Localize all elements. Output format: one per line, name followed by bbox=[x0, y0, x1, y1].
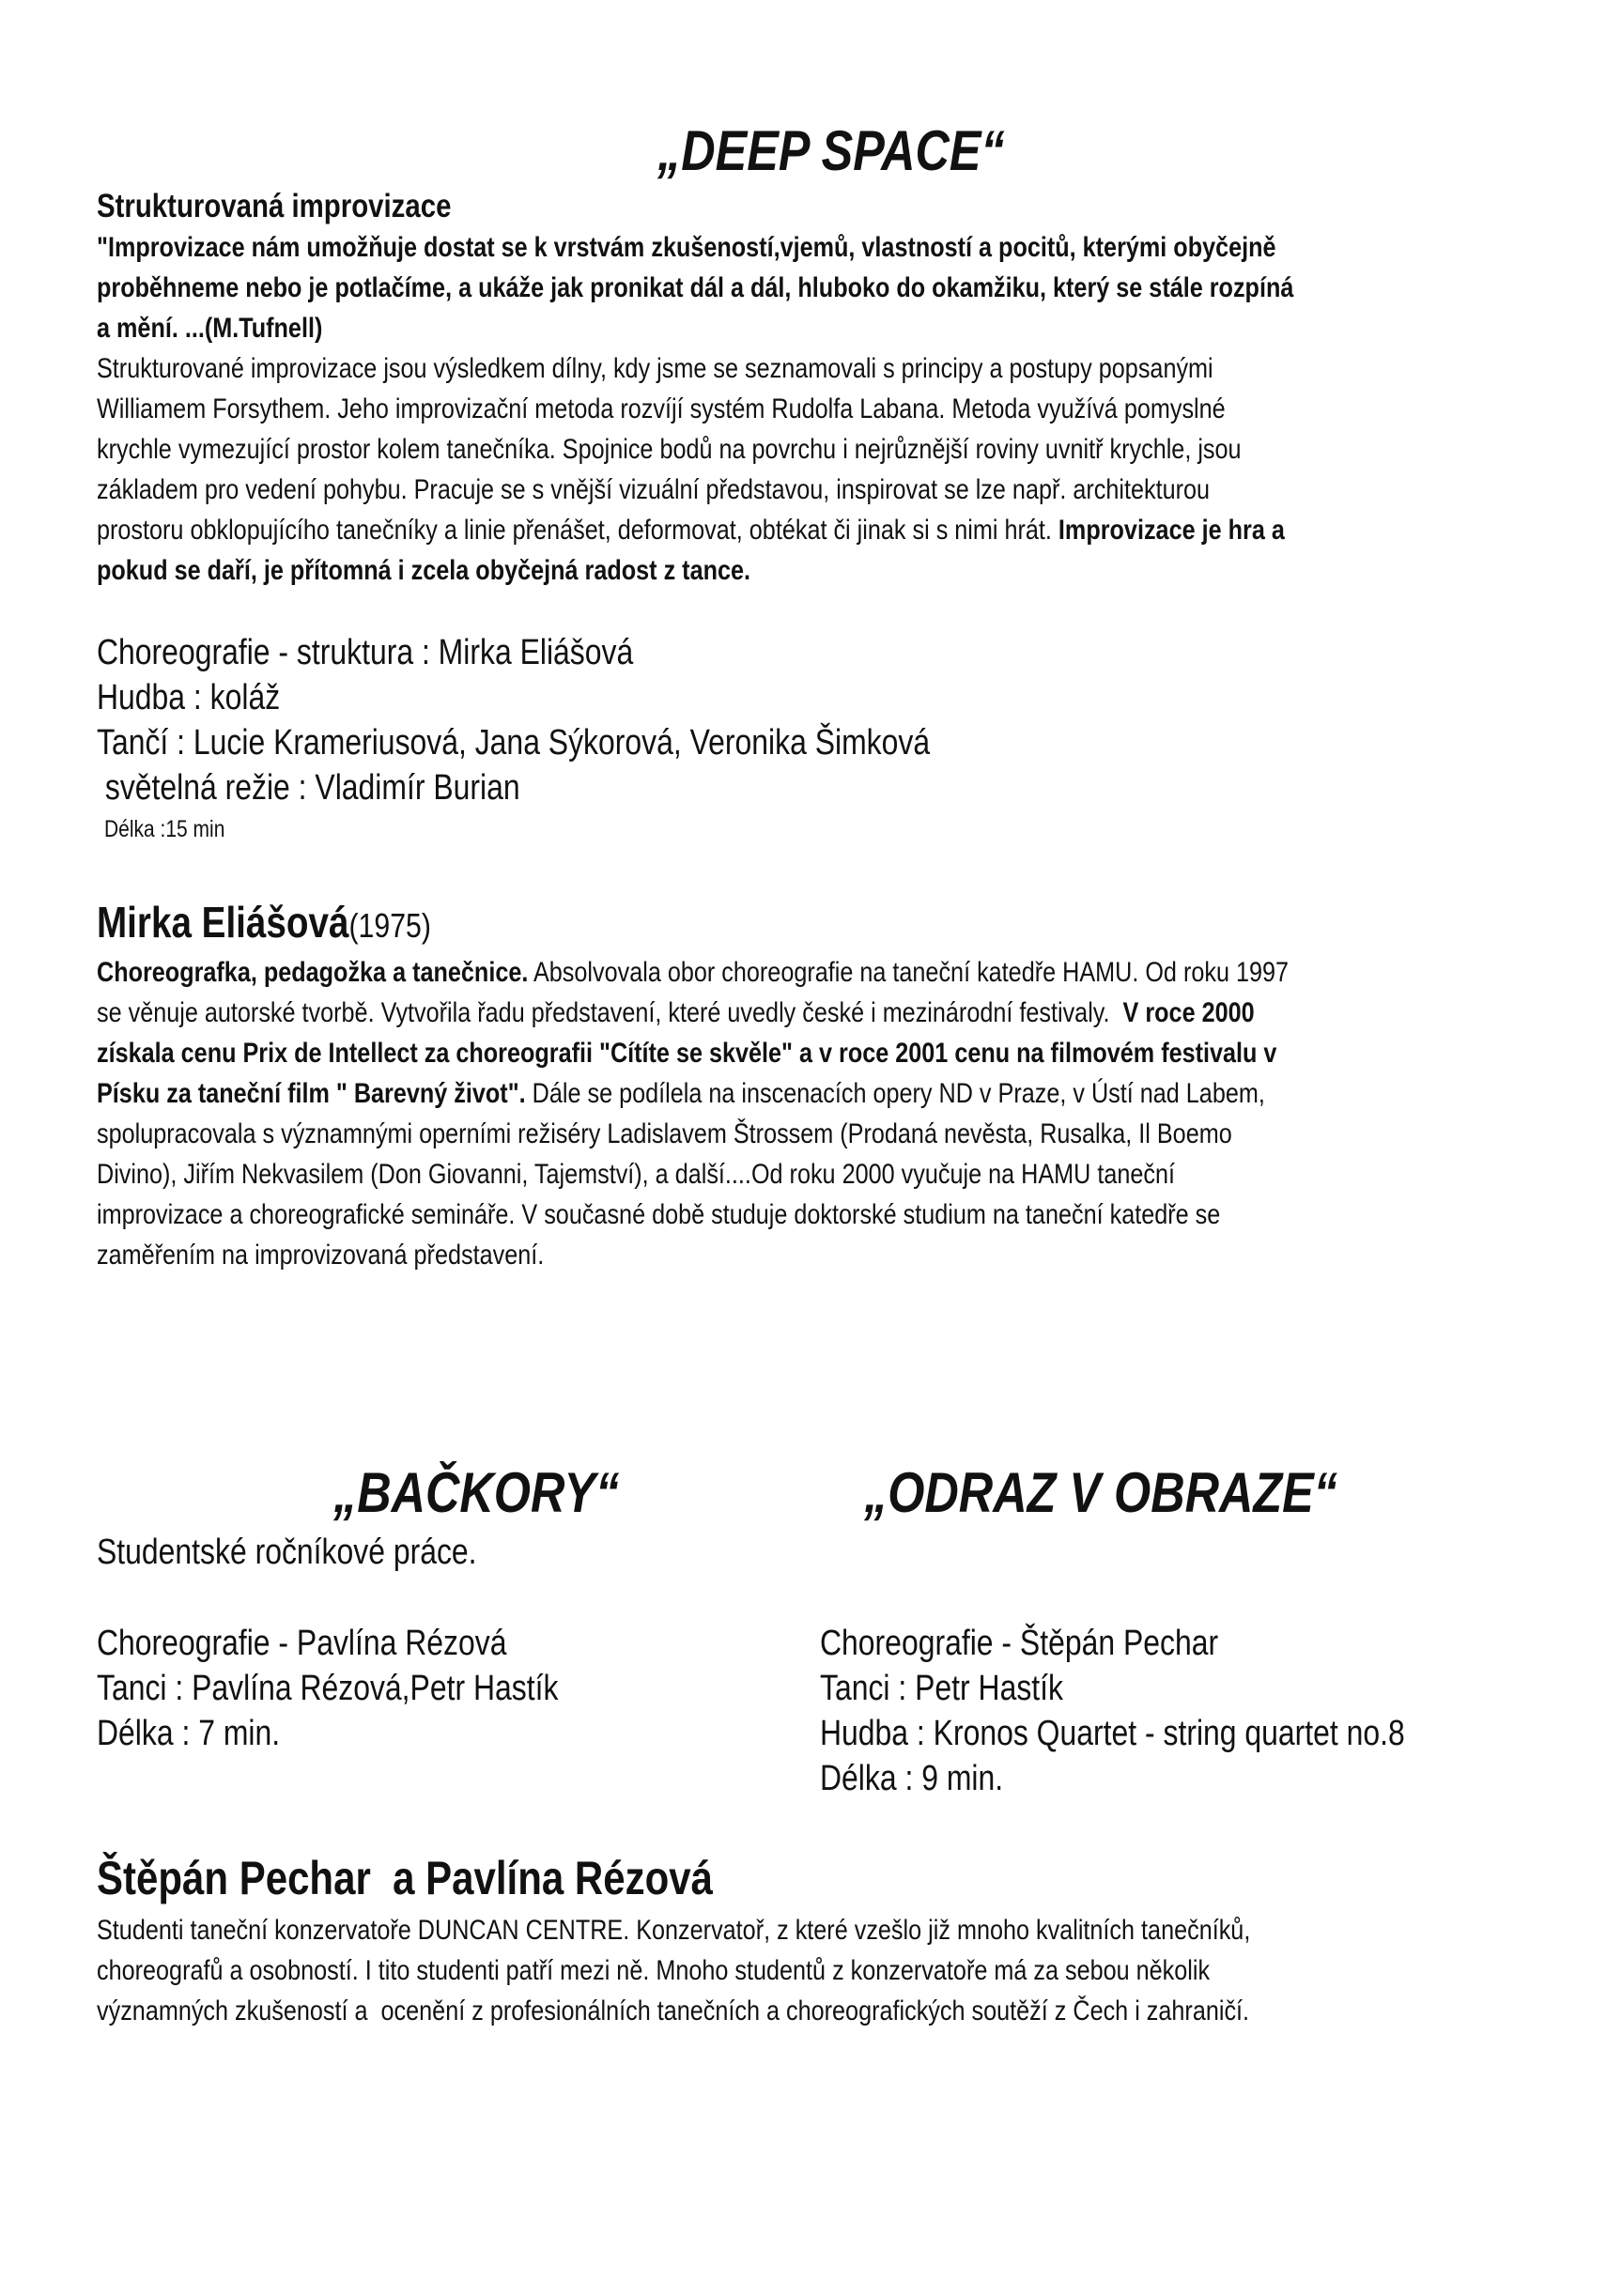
credit-line: Choreografie - struktura : Mirka Eliášová bbox=[97, 633, 634, 672]
body-line: Williamem Forsythem. Jeho improvizační metoda rozvíjí systém Rudolfa Labana. Metoda využívá pomyslné bbox=[97, 393, 1226, 424]
bio-bold-text: Písku za taneční film " Barevný život". bbox=[97, 1078, 526, 1109]
body-line: Strukturované improvizace jsou výsledkem dílny, kdy jsme se seznamovali s principy a postupy popsanými bbox=[97, 353, 1213, 384]
deep-space-title: „DEEP SPACE“ bbox=[657, 119, 1005, 182]
student-line: významných zkušeností a ocenění z profesionálních tanečních a choreografických soutěží z Čech i zahraničí. bbox=[97, 1996, 1250, 2026]
bio-line: zaměřením na improvizovaná představení. bbox=[97, 1240, 545, 1271]
credit-line: Choreografie - Pavlína Rézová bbox=[97, 1624, 507, 1663]
credit-line: světelná režie : Vladimír Burian bbox=[97, 768, 520, 808]
body-text: prostoru obklopujícího tanečníky a linie přenášet, deformovat, obtékat či jinak si s nimi hrát. bbox=[97, 515, 1058, 546]
bio-bold-text: V roce 2000 bbox=[1122, 997, 1255, 1028]
eliasova-year: (1975) bbox=[348, 906, 431, 945]
body-line: krychle vymezující prostor kolem tanečníka. Spojnice bodů na povrchu i nejrůznější roviny uvnitř krychle, jsou bbox=[97, 434, 1242, 465]
deep-space-subtitle: Strukturovaná improvizace bbox=[97, 188, 452, 224]
body-line: základem pro vedení pohybu. Pracuje se s vnější vizuální představou, inspirovat se lze např. architekturou bbox=[97, 474, 1211, 505]
student-line: choreografů a osobností. I tito studenti patří mezi ně. Mnoho studentů z konzervatoře má za sebou několik bbox=[97, 1955, 1211, 1986]
credit-line: Hudba : Kronos Quartet - string quartet no.8 bbox=[820, 1714, 1405, 1753]
credit-line: Tančí : Lucie Krameriusová, Jana Sýkorová, Veronika Šimková bbox=[97, 723, 931, 763]
credit-line: Choreografie - Štěpán Pechar bbox=[820, 1624, 1219, 1663]
quote-line: "Improvizace nám umožňuje dostat se k vrstvám zkušeností,vjemů, vlastností a pocitů, kterými obyčejně bbox=[97, 232, 1276, 263]
bio-line: získala cenu Prix de Intellect za choreografii "Cítíte se skvěle" a v roce 2001 cenu na filmovém festivalu v bbox=[97, 1038, 1277, 1069]
bio-text: Absolvovala obor choreografie na taneční katedře HAMU. Od roku 1997 bbox=[528, 957, 1290, 988]
credit-line: Tanci : Petr Hastík bbox=[820, 1669, 1063, 1708]
duration: Délka :15 min bbox=[104, 816, 225, 842]
bio-line: spolupracovala s významnými operními režiséry Ladislavem Štrossem (Prodaná nevěsta, Rusalka, Il Boemo bbox=[97, 1118, 1232, 1149]
bio-text: se věnuje autorské tvorbě. Vytvořila řadu představení, které uvedly české i mezinárodní festivaly. bbox=[97, 997, 1123, 1028]
body-bold-text: Improvizace je hra a bbox=[1058, 515, 1285, 546]
eliasova-heading bbox=[97, 894, 495, 954]
bio-text: Dále se podílela na inscenacích opery ND v Praze, v Ústí nad Labem, bbox=[525, 1078, 1265, 1109]
bio-line bbox=[97, 993, 1475, 1034]
backory-subtitle: Studentské ročníkové práce. bbox=[97, 1533, 477, 1572]
bio-line bbox=[97, 952, 1516, 994]
bio-bold-text: Choreografka, pedagožka a tanečnice. bbox=[97, 957, 529, 988]
bio-line: Divino), Jiřím Nekvasilem (Don Giovanni, Tajemství), a další....Od roku 2000 vyučuje na HAMU taneční bbox=[97, 1159, 1175, 1190]
student-line: Studenti taneční konzervatoře DUNCAN CENTRE. Konzervatoř, z které vzešlo již mnoho kvalitních tanečníků, bbox=[97, 1915, 1251, 1946]
quote-line: proběhneme nebo je potlačíme, a ukáže jak pronikat dál a dál, hluboko do okamžiku, který se stále rozpíná bbox=[97, 272, 1294, 303]
credit-line: Hudba : koláž bbox=[97, 678, 281, 717]
eliasova-name: Mirka Eliášová bbox=[97, 898, 349, 947]
quote-line: a mění. ...(M.Tufnell) bbox=[97, 313, 323, 344]
bio-line bbox=[97, 1073, 1488, 1115]
pechar-rezova-heading: Štěpán Pechar a Pavlína Rézová bbox=[97, 1852, 713, 1904]
credit-line: Délka : 9 min. bbox=[820, 1759, 1004, 1798]
bio-line: improvizace a choreografické semináře. V současné době studuje doktorské studium na taneční katedře se bbox=[97, 1199, 1221, 1230]
backory-title: „BAČKORY“ bbox=[333, 1461, 620, 1524]
odraz-title: „ODRAZ V OBRAZE“ bbox=[864, 1461, 1337, 1524]
credit-line: Tanci : Pavlína Rézová,Petr Hastík bbox=[97, 1669, 559, 1708]
credit-line: Délka : 7 min. bbox=[97, 1714, 281, 1753]
body-line bbox=[97, 510, 1511, 551]
body-line: pokud se daří, je přítomná i zcela obyčejná radost z tance. bbox=[97, 555, 751, 586]
